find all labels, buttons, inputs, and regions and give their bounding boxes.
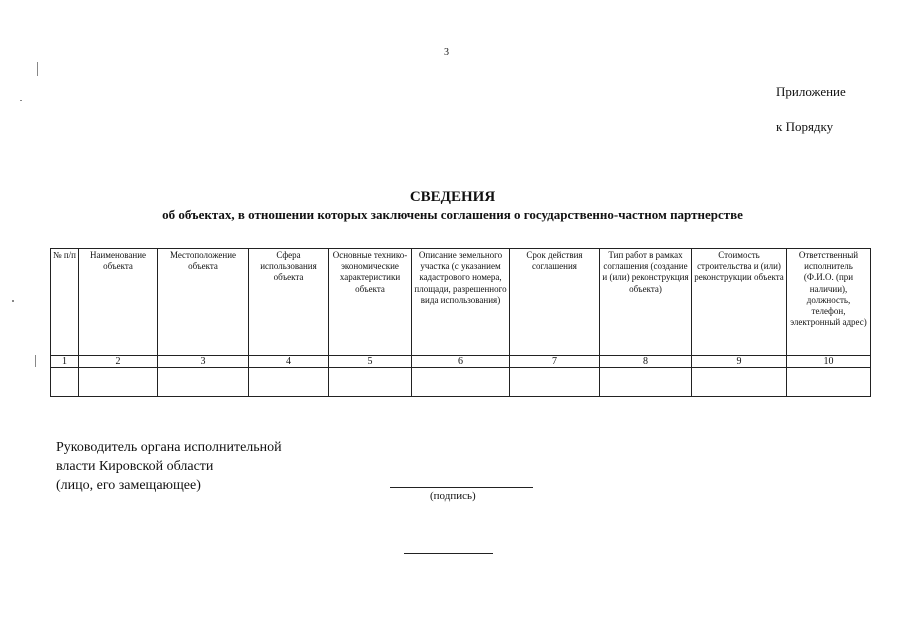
signature-line	[390, 487, 533, 488]
column-number: 2	[79, 356, 158, 368]
column-number: 7	[510, 356, 600, 368]
table-cell	[692, 368, 787, 397]
document-title: СВЕДЕНИЯ	[409, 189, 496, 205]
table-cell	[412, 368, 510, 397]
column-number: 5	[329, 356, 412, 368]
header-cell-term: Срок действия соглашения	[510, 249, 600, 356]
table-cell	[79, 368, 158, 397]
signatory-block	[56, 438, 282, 495]
document-subtitle: об объектах, в отношении которых заключены соглашения о государственно-частном партнерстве	[162, 207, 743, 222]
page-number: 3	[444, 47, 449, 58]
appendix-line-1: Приложение	[776, 84, 846, 99]
table-cell	[51, 368, 79, 397]
column-number-row	[51, 356, 871, 368]
signatory-line-1: Руководитель органа исполнительной	[56, 440, 282, 455]
header-cell-characteristics: Основные технико-экономические характеристики объекта	[329, 249, 412, 356]
table-cell	[787, 368, 871, 397]
header-cell-land-plot: Описание земельного участка (с указанием кадастрового номера, площади, разрешенного вида использования)	[412, 249, 510, 356]
signatory-line-2: власти Кировской области	[56, 459, 214, 474]
signature-label: (подпись)	[430, 490, 476, 502]
header-cell-responsible: Ответственный исполнитель (Ф.И.О. (при наличии), должность, телефон, электронный адрес)	[787, 249, 871, 356]
column-number: 6	[412, 356, 510, 368]
appendix-line-2: к Порядку	[776, 119, 834, 134]
objects-table	[50, 248, 871, 397]
header-cell-usage: Сфера использования объекта	[249, 249, 329, 356]
table-data-row	[51, 368, 871, 397]
date-line	[404, 553, 493, 554]
column-number: 10	[787, 356, 871, 368]
scan-speck	[12, 300, 14, 302]
column-number: 4	[249, 356, 329, 368]
header-cell-work-type: Тип работ в рамках соглашения (создание и (или) реконструкция объекта)	[600, 249, 692, 356]
signatory-line-3: (лицо, его замещающее)	[56, 478, 201, 493]
table-cell	[510, 368, 600, 397]
column-number: 8	[600, 356, 692, 368]
scan-speck	[37, 62, 38, 76]
column-number: 1	[51, 356, 79, 368]
table-header-row	[51, 249, 871, 356]
header-cell-location: Местоположение объекта	[158, 249, 249, 356]
column-number: 9	[692, 356, 787, 368]
scan-speck	[35, 355, 36, 367]
header-cell-cost: Стоимость строительства и (или) реконструкции объекта	[692, 249, 787, 356]
column-number: 3	[158, 356, 249, 368]
header-cell-number: № п/п	[51, 249, 79, 356]
header-cell-name: Наименование объекта	[79, 249, 158, 356]
table-cell	[249, 368, 329, 397]
table-cell	[600, 368, 692, 397]
scan-speck	[20, 100, 22, 101]
table-cell	[329, 368, 412, 397]
table-cell	[158, 368, 249, 397]
